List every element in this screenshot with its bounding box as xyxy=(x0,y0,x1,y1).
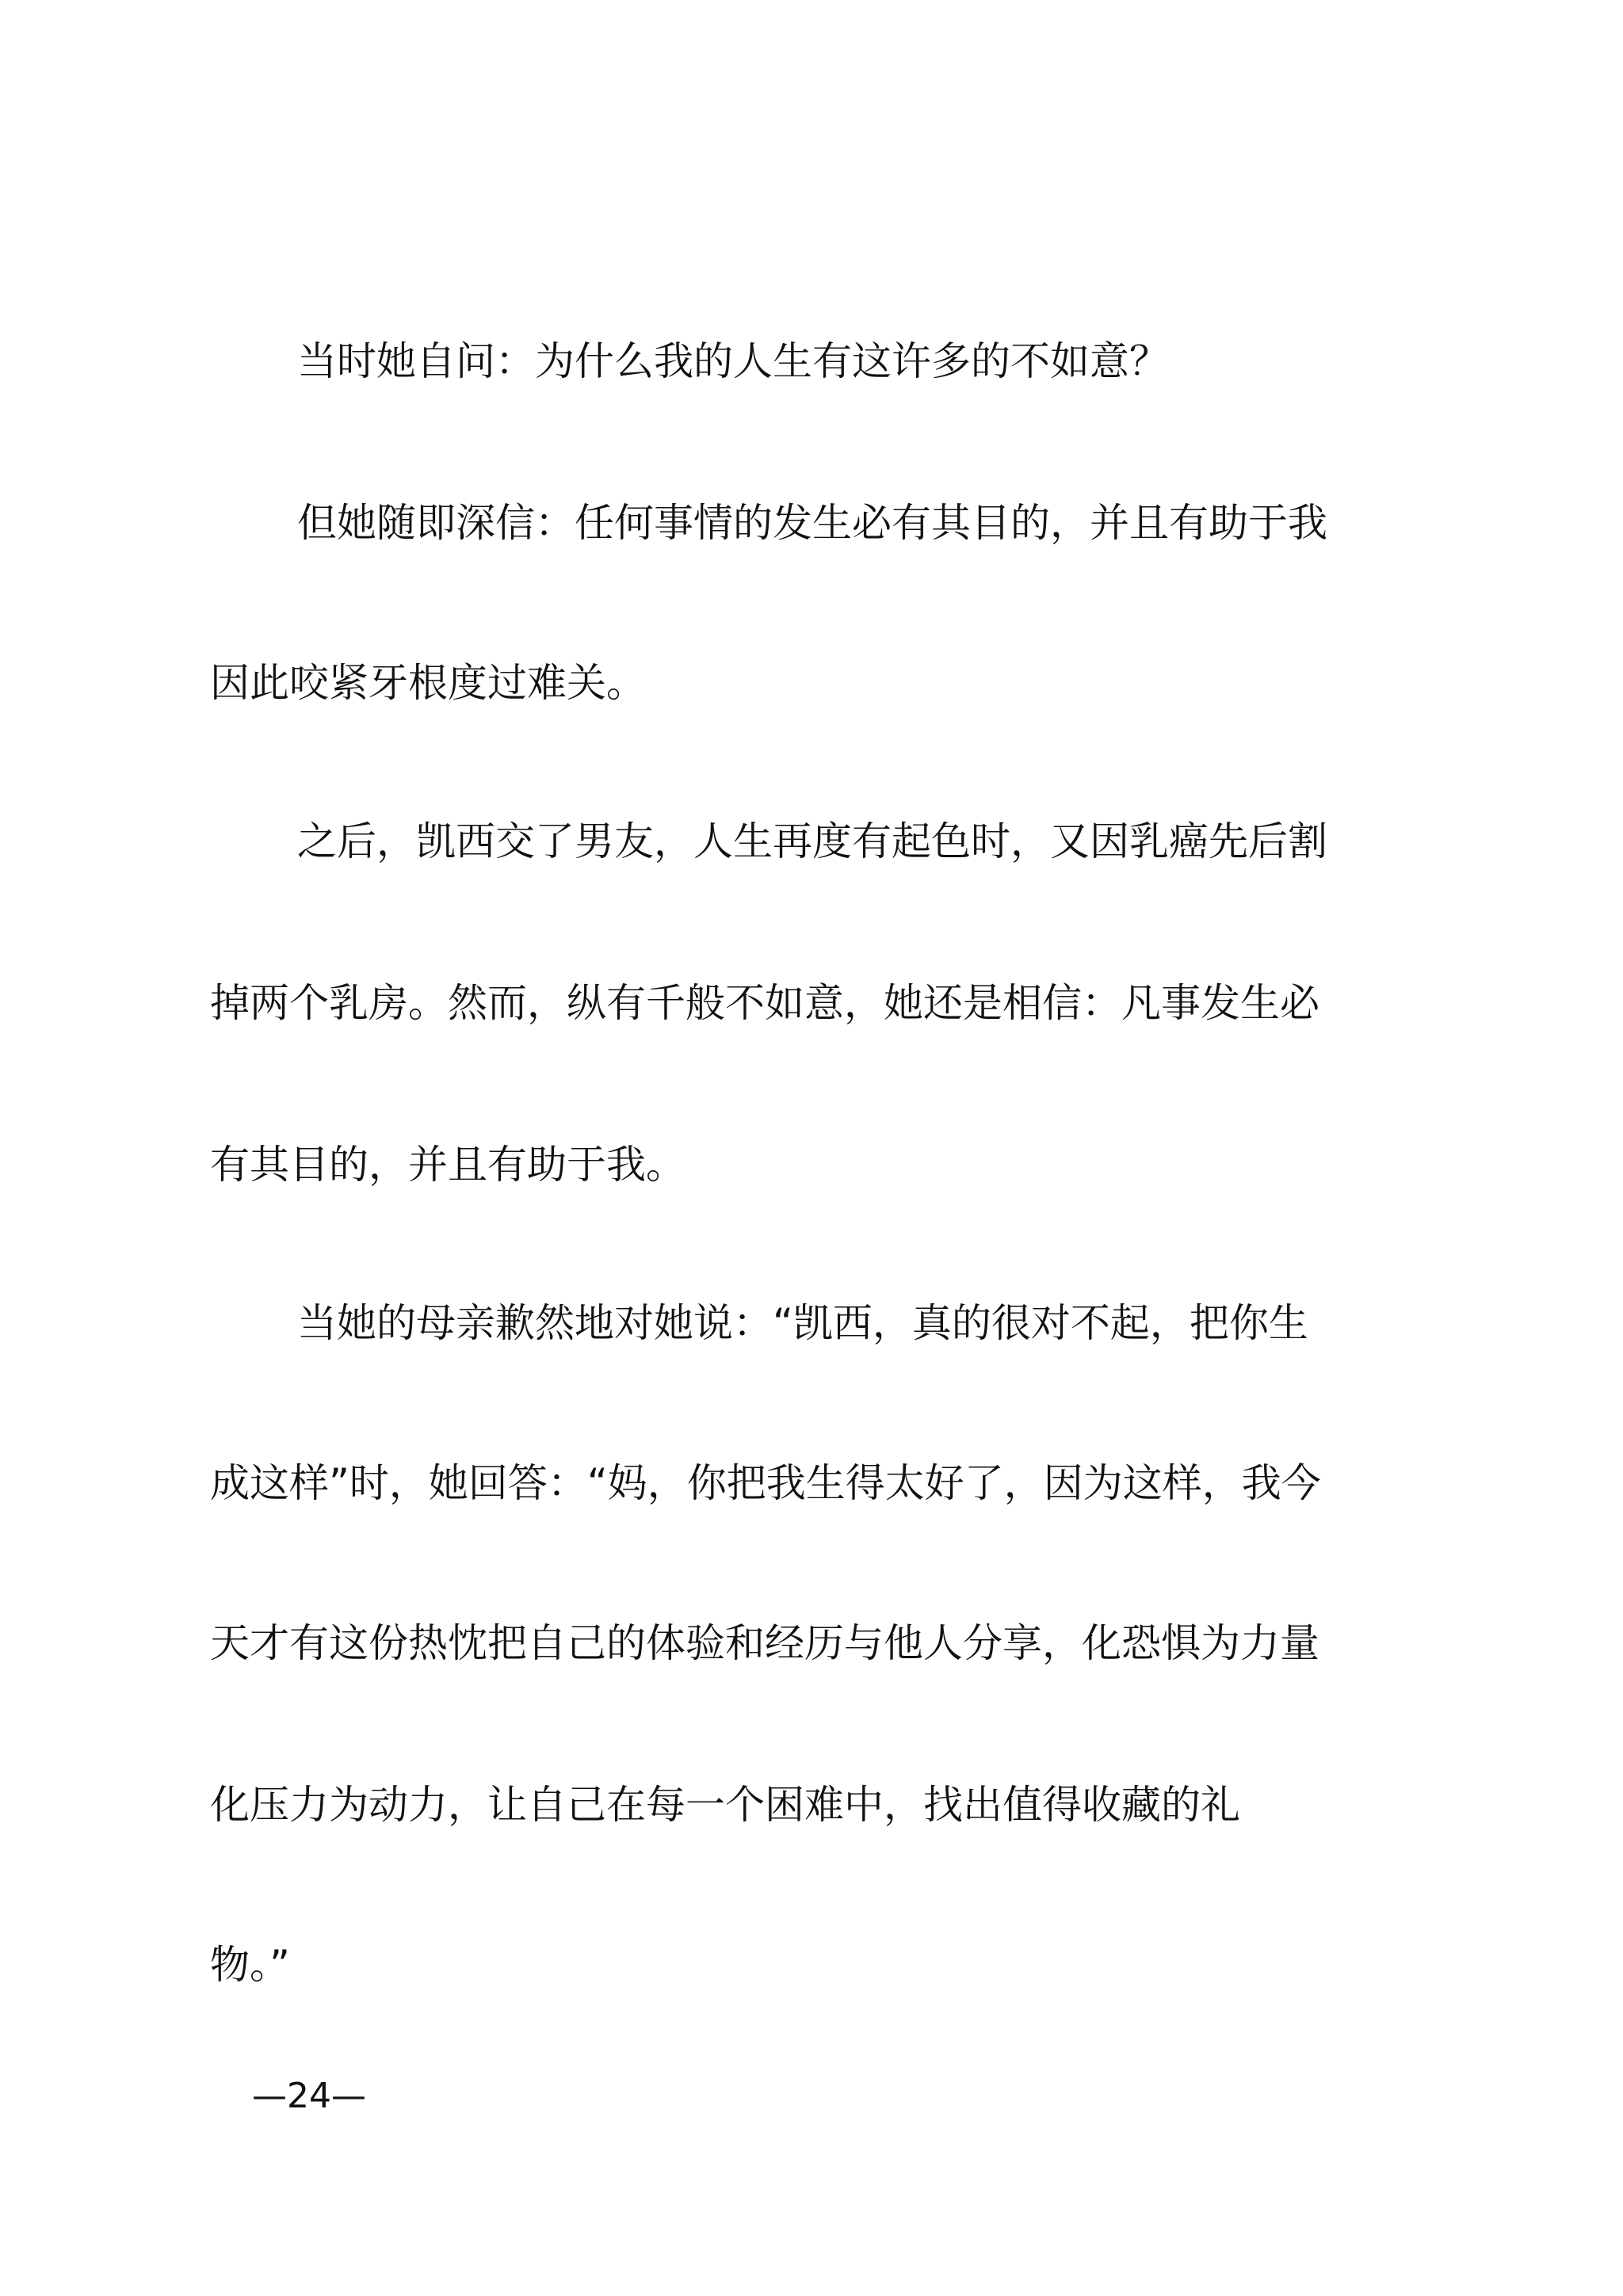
paragraph-2-line-2: 因此咬紧牙根度过难关。 xyxy=(210,660,646,706)
paragraph-1-line-1: 当时她自问：为什么我的人生有这许多的不如意？ xyxy=(297,338,1169,384)
paragraph-4-line-3: 天才有这份热忱把自己的体验和经历与他人分享，化恐惧为力量 xyxy=(210,1620,1319,1666)
paragraph-4-line-1: 当她的母亲歉然地对她说：“凯西，真的很对不起，把你生 xyxy=(297,1300,1308,1346)
paragraph-4-line-5: 物。” xyxy=(210,1942,290,1988)
paragraph-2-line-1: 但她随即深信：任何事情的发生必有其目的，并且有助于我 xyxy=(297,500,1327,546)
paragraph-3-line-3: 有其目的，并且有助于我。 xyxy=(210,1142,685,1188)
paragraph-3-line-2: 掉两个乳房。然而，纵有千般不如意，她还是相信：凡事发生必 xyxy=(210,980,1319,1026)
paragraph-3-line-1: 之后，凯西交了男友，人生再度有起色时，又因乳癌先后割 xyxy=(297,818,1327,864)
paragraph-4-line-2: 成这样”时，她回答：“妈，你把我生得太好了，因为这样，我今 xyxy=(210,1460,1321,1506)
paragraph-4-line-4: 化压力为动力，让自己在每一个困难中，找出值得收藏的礼 xyxy=(210,1782,1240,1828)
page-number: —24— xyxy=(252,2076,366,2116)
